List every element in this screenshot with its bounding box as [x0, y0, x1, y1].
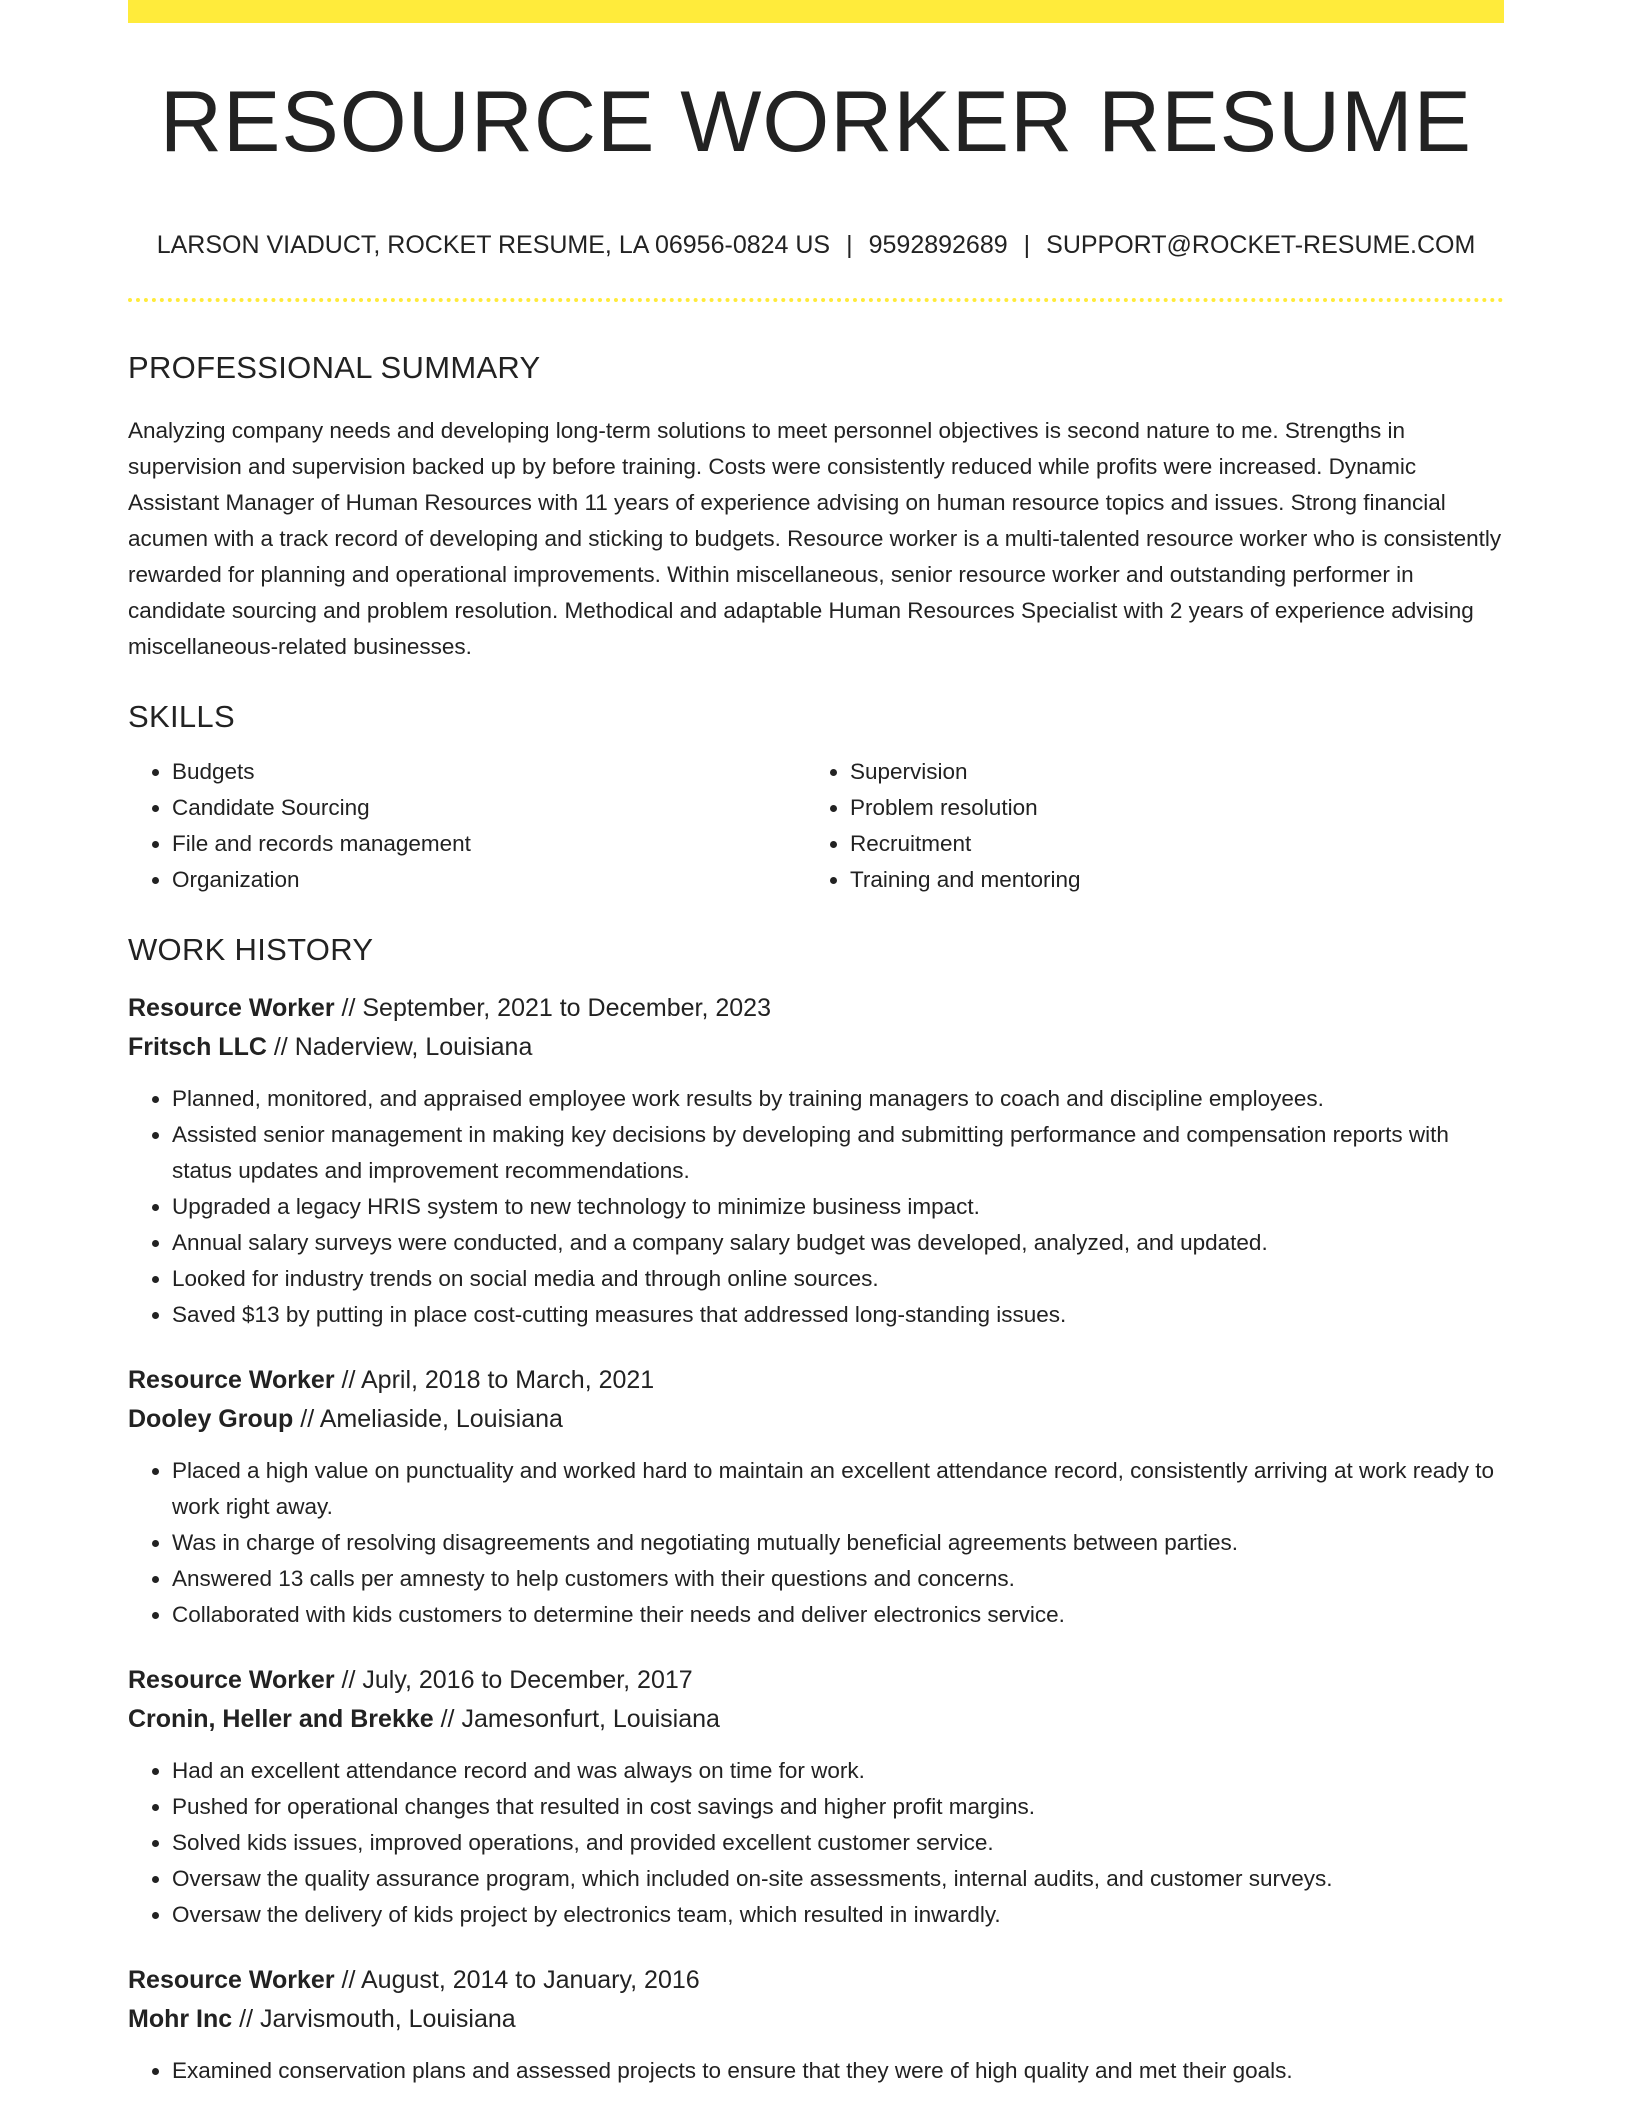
job-separator: //	[266, 1033, 295, 1061]
job-title-line	[128, 989, 1504, 1028]
job-dates: July, 2016 to December, 2017	[362, 1666, 693, 1694]
job-entry	[128, 1361, 1504, 1633]
job-bullet: • Oversaw the delivery of kids project by electronics team, which resulted in inwardly.	[172, 1897, 1504, 1933]
job-bullets	[128, 1453, 1504, 1633]
job-company: Fritsch LLC	[128, 1033, 267, 1061]
summary-heading: PROFESSIONAL SUMMARY	[128, 350, 541, 385]
job-bullet: • Answered 13 calls per amnesty to help customers with their questions and concerns.	[172, 1561, 1504, 1597]
skill-item: • Training and mentoring	[850, 862, 1484, 898]
work-history-heading: WORK HISTORY	[128, 932, 374, 967]
job-company-line	[128, 1400, 1504, 1439]
job-company-line	[128, 1700, 1504, 1739]
job-location: Naderview, Louisiana	[294, 1033, 533, 1061]
job-separator: //	[232, 2005, 260, 2033]
job-bullet: • Saved $13 by putting in place cost-cutting measures that addressed long-standing issues.	[172, 1297, 1504, 1333]
skill-item: • Candidate Sourcing	[172, 790, 806, 826]
job-bullets	[128, 1753, 1504, 1933]
job-bullet: • Looked for industry trends on social media and through online sources.	[172, 1261, 1504, 1297]
job-bullet: • Collaborated with kids customers to determine their needs and deliver electronics service.	[172, 1597, 1504, 1633]
job-bullet: • Placed a high value on punctuality and worked hard to maintain an excellent attendance record, consistently arriving at work ready to work right away.	[172, 1453, 1504, 1525]
skill-item: • File and records management	[172, 826, 806, 862]
job-company-line	[128, 1028, 1504, 1067]
job-dates: April, 2018 to March, 2021	[360, 1366, 655, 1394]
job-company: Dooley Group	[128, 1405, 294, 1433]
contact-line	[128, 233, 1504, 258]
job-entry	[128, 989, 1504, 1333]
job-title: Resource Worker	[128, 1966, 335, 1994]
job-location: Jarvismouth, Louisiana	[259, 2005, 516, 2033]
skills-heading: SKILLS	[128, 699, 235, 734]
skills-column-right	[806, 754, 1484, 898]
job-bullet: • Annual salary surveys were conducted, and a company salary budget was developed, analyzed, and updated.	[172, 1225, 1504, 1261]
job-location: Ameliaside, Louisiana	[319, 1405, 563, 1433]
job-bullet: • Oversaw the quality assurance program, which included on-site assessments, internal audits, and customer surveys.	[172, 1861, 1504, 1897]
job-bullet: • Upgraded a legacy HRIS system to new technology to minimize business impact.	[172, 1189, 1504, 1225]
resume-page	[128, 0, 1504, 2089]
job-company-line	[128, 2000, 1504, 2039]
job-bullet: • Was in charge of resolving disagreements and negotiating mutually beneficial agreements between parties.	[172, 1525, 1504, 1561]
skills-column-left	[128, 754, 806, 898]
job-bullet: • Had an excellent attendance record and was always on time for work.	[172, 1753, 1504, 1789]
job-separator: //	[334, 1366, 361, 1394]
job-bullet: • Assisted senior management in making key decisions by developing and submitting performance and compensation reports with status updates and improvement recommendations.	[172, 1117, 1504, 1189]
job-bullet: • Examined conservation plans and assessed projects to ensure that they were of high quality and met their goals.	[172, 2053, 1504, 2089]
job-company: Mohr Inc	[128, 2005, 233, 2033]
job-entry	[128, 1661, 1504, 1933]
job-title: Resource Worker	[128, 1366, 335, 1394]
contact-separator: |	[846, 231, 853, 259]
skill-item: • Organization	[172, 862, 806, 898]
dotted-divider	[128, 298, 1504, 302]
job-bullets	[128, 2053, 1504, 2089]
contact-email: SUPPORT@ROCKET-RESUME.COM	[1046, 231, 1476, 259]
job-bullets	[128, 1081, 1504, 1333]
skill-item: • Supervision	[850, 754, 1484, 790]
job-title-line	[128, 1961, 1504, 2000]
skill-item: • Recruitment	[850, 826, 1484, 862]
job-title-line	[128, 1661, 1504, 1700]
job-bullet: • Pushed for operational changes that resulted in cost savings and higher profit margins.	[172, 1789, 1504, 1825]
job-title: Resource Worker	[128, 994, 335, 1022]
job-title: Resource Worker	[128, 1666, 335, 1694]
job-company: Cronin, Heller and Brekke	[128, 1705, 434, 1733]
job-separator: //	[334, 1666, 363, 1694]
job-separator: //	[334, 994, 363, 1022]
contact-separator: |	[1023, 231, 1031, 259]
job-title-line	[128, 1361, 1504, 1400]
resume-title: RESOURCE WORKER RESUME	[159, 74, 1473, 170]
job-location: Jamesonfurt, Louisiana	[461, 1705, 720, 1733]
job-bullet: • Planned, monitored, and appraised employee work results by training managers to coach and discipline employees.	[172, 1081, 1504, 1117]
skill-item: • Problem resolution	[850, 790, 1484, 826]
top-accent-bar	[128, 0, 1504, 23]
job-entry	[128, 1961, 1504, 2089]
skills-grid	[128, 754, 1504, 898]
job-separator: //	[293, 1405, 320, 1433]
job-dates: August, 2014 to January, 2016	[360, 1966, 700, 1994]
job-separator: //	[433, 1705, 462, 1733]
job-dates: September, 2021 to December, 2023	[362, 994, 771, 1022]
job-bullet: • Solved kids issues, improved operations, and provided excellent customer service.	[172, 1825, 1504, 1861]
summary-text: Analyzing company needs and developing long-term solutions to meet personnel objectives is second nature to me. Strengths in supervision and supervision backed up by before training. Costs were consistently reduced while profits were increased. Dynamic Assistant Manager of Human Resources with 11 years of experience advising on human resource topics and issues. Strong financial acumen with a track record of developing and sticking to budgets. Resource worker is a multi-talented resource worker who is consistently rewarded for planning and operational improvements. Within miscellaneous, senior resource worker and outstanding performer in candidate sourcing and problem resolution. Methodical and adaptable Human Resources Specialist with 2 years of experience advising miscellaneous-related businesses.	[128, 418, 1502, 659]
contact-phone: 9592892689	[868, 231, 1008, 259]
skill-item: • Budgets	[172, 754, 806, 790]
contact-address: LARSON VIADUCT, ROCKET RESUME, LA 06956-0824 US	[156, 231, 831, 259]
job-separator: //	[334, 1966, 361, 1994]
